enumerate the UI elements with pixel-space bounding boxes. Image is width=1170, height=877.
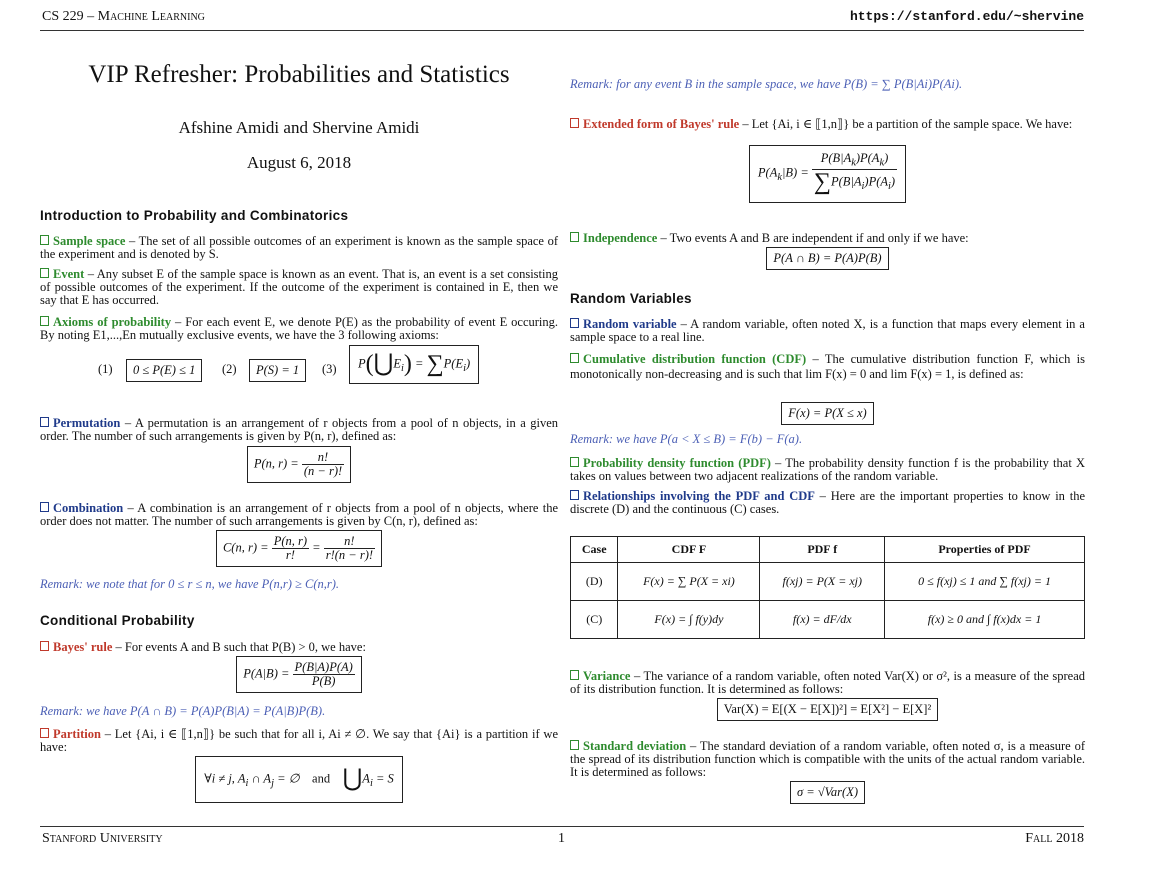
pdf-cdf-table <box>570 536 1085 639</box>
table-cell: (D) <box>571 562 618 600</box>
checkbox-icon <box>570 490 579 500</box>
table-row <box>571 562 1085 600</box>
header-rule <box>40 30 1084 31</box>
para-std: Standard deviation – The standard deviation of a random variable, often noted σ, is a measure of the spread of its distribution function which is compatible with the units of the actual random variable. It is determined as follows: <box>570 739 1085 780</box>
para-sample-space: Sample space – The set of all possible outcomes of an experiment is known as the sample space of the experiment and is denoted by S. <box>40 234 558 262</box>
checkbox-icon <box>570 353 579 363</box>
checkbox-icon <box>570 318 579 328</box>
axiom-3-box: $P(⋃E_i) = \sum P(E_i)$ <box>349 345 479 384</box>
authors: Afshine Amidi and Shervine Amidi <box>178 118 420 137</box>
checkbox-icon <box>40 502 49 512</box>
remark-cdf: Remark: we have P(a < X ≤ B) = F(b) − F(a). <box>570 432 803 446</box>
remark-combination: Remark: we note that for 0 ≤ r ≤ n, we have P(n,r) ≥ C(n,r). <box>40 577 340 591</box>
para-partition: Partition – Let {Ai, i ∈ ⟦1,n⟧} be such that for all i, Ai ≠ ∅. We say that {Ai} is a partition if we have: <box>40 727 558 755</box>
para-event: Event – Any subset E of the sample space is known as an event. That is, an event is a set consisting of possible outcomes of the experiment. If the outcome of the experiment is contained in E, then we say that E has occurred. <box>40 267 558 308</box>
table-cell: f(xj) = P(X = xj) <box>760 562 885 600</box>
checkbox-icon <box>40 316 49 326</box>
remark-bayes: Remark: we have P(A ∩ B) = P(A)P(B|A) = P(A|B)P(B). <box>40 704 326 718</box>
checkbox-icon <box>40 235 49 245</box>
table-header-row <box>571 537 1085 563</box>
para-permutation: Permutation – A permutation is an arrangement of r objects from a pool of n objects, in a given order. The number of such arrangements is given by P(n, r), defined as: <box>40 416 558 444</box>
checkbox-icon <box>40 641 49 651</box>
checkbox-icon <box>40 417 49 427</box>
page-title: VIP Refresher: Probabilities and Statistics <box>88 61 510 88</box>
section-conditional: Conditional Probability <box>40 613 195 628</box>
checkbox-icon <box>40 268 49 278</box>
variance-formula: Var(X) = E[(X − E[X])²] = E[X²] − E[X]² <box>570 698 1085 721</box>
ext-bayes-formula: $P(A_k|B)$ = $\frac{P(B|A_k)P(A_k)}{\sum P(B|A_i)P(A_i)}$ <box>570 145 1085 203</box>
axiom-3-label: (3) <box>322 362 337 376</box>
checkbox-icon <box>40 728 49 738</box>
table-header: Properties of PDF <box>885 537 1085 563</box>
para-pdf: Probability density function (PDF) – The probability density function f is the probability that X takes on values between two adjacent realizations of the random variable. <box>570 456 1085 484</box>
footer-left: Stanford University <box>42 831 163 846</box>
para-axioms: Axioms of probability – For each event E, we denote P(E) as the probability of event E occuring. By noting E1,...,En mutually exclusive events, we have the 3 following axioms: <box>40 315 559 343</box>
std-formula: σ = √Var(X) <box>570 781 1085 804</box>
checkbox-icon <box>570 457 579 467</box>
date: August 6, 2018 <box>246 153 352 172</box>
permutation-formula: P(n, r) = $\frac{n!}{(n - r)!}$ <box>40 446 558 483</box>
table-header: PDF f <box>760 537 885 563</box>
cdf-formula: F(x) = P(X ≤ x) <box>570 402 1085 425</box>
checkbox-icon <box>570 740 579 750</box>
header-url[interactable]: https://stanford.edu/~shervine <box>849 9 1084 24</box>
checkbox-icon <box>570 232 579 242</box>
footer-rule <box>40 826 1084 827</box>
checkbox-icon <box>570 670 579 680</box>
section-random-variables: Random Variables <box>570 291 692 306</box>
para-relationships: Relationships involving the PDF and CDF – Here are the important properties to know in the discrete (D) and the continuous (C) cases. <box>570 489 1085 517</box>
axiom-1-box: 0 ≤ P(E) ≤ 1 <box>126 359 202 382</box>
para-combination: Combination – A combination is an arrangement of r objects from a pool of n objects, where the order does not matter. The number of such arrangements is given by C(n, r), defined as: <box>40 501 558 529</box>
remark-total-probability: Remark: for any event B in the sample space, we have P(B) = ∑ P(B|Ai)P(Ai). <box>570 77 963 91</box>
independence-formula: P(A ∩ B) = P(A)P(B) <box>570 247 1085 270</box>
table-cell: 0 ≤ f(xj) ≤ 1 and ∑ f(xj) = 1 <box>885 562 1085 600</box>
axiom-2-label: (2) <box>222 362 237 376</box>
table-header: CDF F <box>618 537 760 563</box>
para-variance: Variance – The variance of a random variable, often noted Var(X) or σ², is a measure of the spread of its distribution function. It is determined as follows: <box>570 669 1085 697</box>
table-cell: (C) <box>571 600 618 638</box>
table-cell: f(x) ≥ 0 and ∫ f(x)dx = 1 <box>885 600 1085 638</box>
table-cell: F(x) = ∫ f(y)dy <box>618 600 760 638</box>
header-course: CS 229 – Machine Learning <box>42 9 205 24</box>
combination-formula: C(n, r) = $\frac{P(n, r)}{r!}$ = $\frac{n!}{r!(n - r)!}$ <box>40 530 558 567</box>
page-number: 1 <box>558 831 565 846</box>
para-ext-bayes: Extended form of Bayes' rule – Let {Ai, i ∈ ⟦1,n⟧} be a partition of the sample space. We have: <box>570 118 1085 131</box>
para-random-variable: Random variable – A random variable, often noted X, is a function that maps every element in a sample space to a real line. <box>570 317 1085 345</box>
para-bayes: Bayes' rule – For events A and B such that P(B) > 0, we have: <box>40 641 558 654</box>
bayes-formula: P(A|B) = $\frac{P(B|A)P(A)}{P(B)}$ <box>40 656 558 693</box>
table-header: Case <box>571 537 618 563</box>
para-cdf: Cumulative distribution function (CDF) – The cumulative distribution function F, which is monotonically non-decreasing and is such that lim F(x) = 0 and lim F(x) = 1, is defined as: <box>570 352 1085 381</box>
table-row <box>571 600 1085 638</box>
section-intro: Introduction to Probability and Combinatorics <box>40 208 349 223</box>
partition-formula: ∀i ≠ j, $A_i$ ∩ $A_j$ = ∅ and $⋃A_i = S$ <box>40 756 558 803</box>
table-cell: f(x) = dF/dx <box>760 600 885 638</box>
footer-right: Fall 2018 <box>1025 831 1084 846</box>
axiom-1-label: (1) <box>98 362 113 376</box>
table-cell: F(x) = ∑ P(X = xi) <box>618 562 760 600</box>
checkbox-icon <box>570 118 579 128</box>
axiom-2-box: P(S) = 1 <box>249 359 306 382</box>
term-sample-space: Sample space <box>40 234 125 248</box>
para-independence: Independence – Two events A and B are independent if and only if we have: <box>570 232 1085 245</box>
